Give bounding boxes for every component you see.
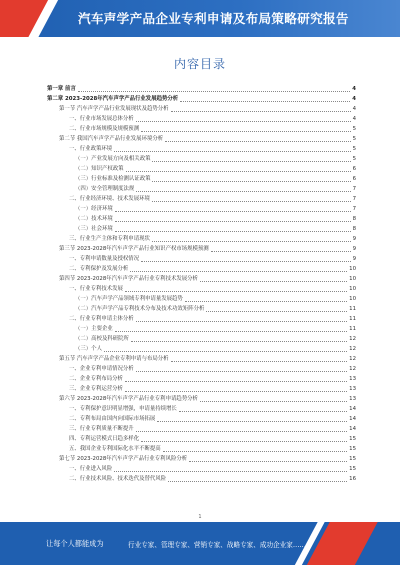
toc-dot-leader: [115, 231, 351, 232]
toc-entry-page: 4: [352, 96, 356, 102]
toc-entry[interactable]: [47, 384, 356, 394]
toc-entry-label: （三）个人: [75, 346, 102, 352]
toc-entry-page: 7: [352, 186, 356, 192]
toc-dot-leader: [211, 251, 351, 252]
toc-entry-page: 5: [352, 126, 356, 132]
toc-dot-leader: [171, 361, 348, 362]
toc-entry-label: 第一节 汽车声学产品行业发展现状及趋势分析: [59, 106, 169, 112]
toc-entry-page: 12: [349, 356, 356, 362]
toc-dot-leader: [200, 281, 347, 282]
toc-entry-label: （一）经济环境: [75, 206, 113, 212]
toc-entry-label: 一、专利保护意识明显增强，申请量持续增长: [69, 406, 177, 412]
toc-entry[interactable]: [47, 114, 356, 124]
toc-dot-leader: [130, 271, 347, 272]
toc-entry-page: 7: [352, 196, 356, 202]
footer-tagline: 行业专家、管理专家、营销专家、战略专家、成功企业家……: [128, 541, 307, 549]
toc-entry-label: 二、企业专利布局分析: [69, 376, 123, 382]
toc-entry-label: （二）高校及科研院所: [75, 336, 129, 342]
toc-entry[interactable]: [47, 234, 356, 244]
toc-entry[interactable]: [47, 324, 356, 334]
toc-dot-leader: [136, 121, 351, 122]
toc-entry-label: 一、专利申请数量及授权情况: [69, 256, 140, 262]
toc-entry-label: 一、行业进入风险: [69, 466, 113, 472]
report-title: 汽车声学产品企业专利申请及布局策略研究报告: [78, 11, 349, 26]
toc-entry-page: 9: [352, 246, 356, 252]
toc-entry-label: （四）安全管理制度法规: [75, 186, 135, 192]
toc-entry-page: 10: [349, 276, 356, 282]
toc-entry[interactable]: [47, 204, 356, 214]
toc-entry-label: （一）主要企业: [75, 326, 113, 332]
toc-entry-page: 12: [349, 336, 356, 342]
toc-dot-leader: [115, 331, 347, 332]
toc-entry[interactable]: [47, 424, 356, 434]
toc-entry[interactable]: [47, 474, 356, 484]
toc-entry-page: 15: [349, 446, 356, 452]
toc-entry[interactable]: [47, 164, 356, 174]
toc-dot-leader: [152, 161, 350, 162]
toc-entry[interactable]: [47, 124, 356, 134]
toc-dot-leader: [152, 241, 351, 242]
toc-dot-leader: [125, 381, 347, 382]
toc-entry[interactable]: [47, 264, 356, 274]
toc-dot-leader: [163, 451, 347, 452]
toc-entry-page: 12: [349, 366, 356, 372]
toc-entry-label: （一）产业发展方向及相关政策: [75, 156, 151, 162]
toc-entry-page: 4: [352, 86, 356, 92]
toc-entry-page: 11: [349, 316, 356, 322]
toc-entry[interactable]: [47, 154, 356, 164]
toc-entry-label: 二、行业技术风险、技术迭代及替代风险: [69, 476, 167, 482]
toc-entry-page: 10: [349, 296, 356, 302]
toc-entry-label: （三）社会环境: [75, 226, 113, 232]
toc-entry-label: （二）知识产权政策: [75, 166, 124, 172]
toc-dot-leader: [115, 221, 351, 222]
toc-entry-label: 一、行业市场发展总体分析: [69, 116, 134, 122]
toc-entry[interactable]: [47, 394, 356, 404]
toc-dot-leader: [136, 191, 350, 192]
table-of-contents: [47, 84, 356, 484]
toc-entry-label: 二、专利布局由国内向国际市场拓展: [69, 416, 156, 422]
toc-entry-page: 6: [352, 176, 356, 182]
toc-entry-label: 二、行业经济环境、技术发展环境: [69, 196, 150, 202]
toc-entry-label: 三、行业专利质量不断提升: [69, 426, 134, 432]
toc-dot-leader: [165, 141, 350, 142]
toc-entry-page: 9: [352, 236, 356, 242]
toc-entry-page: 13: [349, 396, 356, 402]
toc-entry-label: 第六节 2023-2028年汽车声学产品行业专利申请趋势分析: [59, 396, 198, 402]
toc-entry-label: 一、行业专利技术发展: [69, 286, 123, 292]
toc-dot-leader: [200, 401, 347, 402]
toc-entry-label: 第三节 2023-2028年汽车声学产品行业知识产权市场规模预测: [59, 246, 209, 252]
toc-entry-page: 5: [352, 156, 356, 162]
toc-dot-leader: [125, 391, 347, 392]
toc-entry[interactable]: [47, 304, 356, 314]
toc-entry-label: （一）汽车声学产品领域专利申请量发展趋势: [75, 296, 183, 302]
page-header: [0, 0, 400, 37]
toc-dot-leader: [125, 291, 347, 292]
toc-entry-label: 五、我国企业专利国际化水平不断提高: [69, 446, 161, 452]
toc-entry-label: 第一章 前言: [47, 86, 76, 92]
toc-entry-page: 16: [349, 476, 356, 482]
toc-entry[interactable]: [47, 444, 356, 454]
toc-entry-label: 一、行业政策环境: [69, 146, 113, 152]
toc-entry-page: 15: [349, 466, 356, 472]
toc-entry[interactable]: [47, 244, 356, 254]
toc-entry-label: 一、企业专利申请情况分析: [69, 366, 134, 372]
toc-entry-label: 第七节 2023-2028年汽车声学产品行业专利风险分析: [59, 456, 188, 462]
toc-dot-leader: [131, 341, 347, 342]
toc-entry[interactable]: [47, 284, 356, 294]
toc-entry[interactable]: [47, 404, 356, 414]
footer-slogan: 让每个人都能成为: [46, 539, 104, 548]
toc-entry-page: 8: [352, 226, 356, 232]
toc-dot-leader: [141, 441, 347, 442]
toc-entry-page: 10: [349, 286, 356, 292]
toc-entry[interactable]: [47, 464, 356, 474]
toc-entry[interactable]: [47, 294, 356, 304]
toc-entry[interactable]: [47, 94, 356, 104]
toc-entry-page: 9: [352, 256, 356, 262]
toc-entry-label: 第二节 我国汽车声学产品行业发展环境分析: [59, 136, 164, 142]
toc-entry[interactable]: [47, 334, 356, 344]
toc-entry-page: 10: [349, 266, 356, 272]
toc-dot-leader: [141, 261, 350, 262]
page-number: 1: [198, 514, 202, 520]
toc-entry-page: 14: [349, 426, 356, 432]
toc-dot-leader: [114, 471, 347, 472]
toc-entry-label: （三）行业标准及检测认证政策: [75, 176, 151, 182]
toc-entry[interactable]: [47, 274, 356, 284]
toc-dot-leader: [152, 181, 350, 182]
toc-entry[interactable]: [47, 214, 356, 224]
toc-entry[interactable]: [47, 354, 356, 364]
toc-entry[interactable]: [47, 174, 356, 184]
toc-entry-label: 三、行业生产主体和专利申请现状: [69, 236, 150, 242]
toc-dot-leader: [185, 301, 347, 302]
toc-entry-page: 11: [349, 326, 356, 332]
toc-dot-leader: [152, 201, 351, 202]
toc-dot-leader: [171, 111, 351, 112]
toc-entry[interactable]: [47, 414, 356, 424]
toc-entry[interactable]: [47, 434, 356, 444]
toc-entry[interactable]: [47, 194, 356, 204]
toc-entry[interactable]: [47, 134, 356, 144]
toc-entry-page: 8: [352, 216, 356, 222]
toc-entry[interactable]: [47, 344, 356, 354]
toc-entry-page: 11: [349, 306, 356, 312]
toc-dot-leader: [136, 371, 347, 372]
toc-entry[interactable]: [47, 224, 356, 234]
toc-dot-leader: [136, 431, 347, 432]
toc-entry-page: 7: [352, 206, 356, 212]
toc-entry[interactable]: [47, 84, 356, 94]
toc-entry[interactable]: [47, 374, 356, 384]
toc-dot-leader: [126, 171, 351, 172]
toc-dot-leader: [168, 481, 347, 482]
toc-heading: 内容目录: [173, 57, 226, 71]
toc-entry-page: 15: [349, 436, 356, 442]
toc-entry[interactable]: [47, 184, 356, 194]
toc-entry[interactable]: [47, 104, 356, 114]
toc-entry-label: （二）汽车声学产品专利技术分布及技术功效矩阵分析: [75, 306, 205, 312]
toc-dot-leader: [115, 211, 351, 212]
toc-entry-page: 4: [352, 106, 356, 112]
toc-entry-label: 第四节 2023-2028年汽车声学产品行业专利技术发展分析: [59, 276, 198, 282]
toc-entry-label: 第二章 2023-2028年汽车声学产品行业发展趋势分析: [47, 96, 179, 102]
toc-entry-page: 13: [349, 386, 356, 392]
toc-entry[interactable]: [47, 454, 356, 464]
toc-dot-leader: [141, 131, 350, 132]
toc-entry-page: 6: [352, 166, 356, 172]
toc-entry[interactable]: [47, 144, 356, 154]
toc-dot-leader: [189, 461, 347, 462]
toc-entry-label: 二、行业专利申请主体分析: [69, 316, 134, 322]
toc-entry-page: 14: [349, 416, 356, 422]
toc-entry-page: 5: [352, 136, 356, 142]
toc-dot-leader: [157, 421, 347, 422]
toc-dot-leader: [180, 101, 350, 102]
toc-entry-page: 15: [349, 456, 356, 462]
toc-entry-label: 四、专利运营模式日趋多样化: [69, 436, 140, 442]
toc-entry[interactable]: [47, 254, 356, 264]
toc-entry-label: （二）技术环境: [75, 216, 113, 222]
toc-entry-label: 第五节 汽车声学产品企业专利申请与布局分析: [59, 356, 169, 362]
toc-dot-leader: [78, 91, 350, 92]
page-footer: [0, 522, 400, 565]
toc-dot-leader: [179, 411, 347, 412]
toc-dot-leader: [136, 321, 347, 322]
toc-entry-label: 二、行业市场规模及规模预测: [69, 126, 140, 132]
toc-entry-page: 13: [349, 376, 356, 382]
toc-entry[interactable]: [47, 314, 356, 324]
toc-entry[interactable]: [47, 364, 356, 374]
toc-entry-page: 4: [352, 116, 356, 122]
toc-entry-page: 12: [349, 346, 356, 352]
toc-dot-leader: [104, 351, 347, 352]
toc-entry-page: 5: [352, 146, 356, 152]
toc-dot-leader: [206, 311, 347, 312]
toc-dot-leader: [114, 151, 350, 152]
toc-entry-label: 三、企业专利运营分析: [69, 386, 123, 392]
toc-entry-page: 14: [349, 406, 356, 412]
toc-entry-label: 二、专利保护及发展分析: [69, 266, 129, 272]
